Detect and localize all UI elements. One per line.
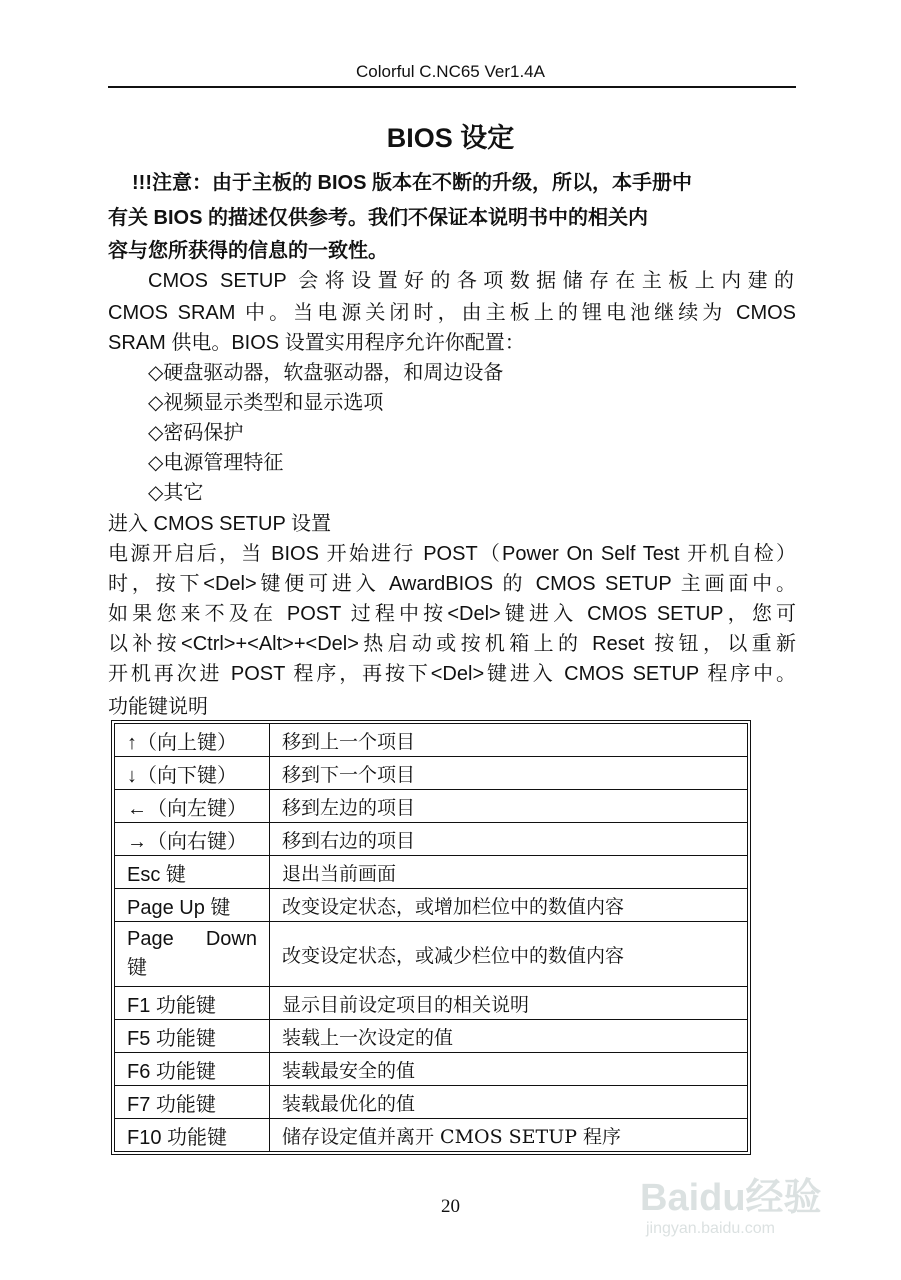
notice-line-3: 容与您所获得的信息的一致性。 — [108, 240, 388, 262]
desc-cell: 装载最安全的值 — [270, 1053, 748, 1086]
bullet-item: ◇密码保护 — [148, 420, 244, 444]
intro-line-3: SRAM 供电。BIOS 设置实用程序允许你配置： — [108, 332, 525, 354]
key-cell — [115, 922, 270, 987]
table-row — [115, 1020, 748, 1053]
key-cell: F10 功能键 — [115, 1119, 270, 1152]
table-row — [115, 1086, 748, 1119]
key-cell: Esc 键 — [115, 856, 270, 889]
keys-heading: 功能键说明 — [108, 696, 208, 718]
table-row — [115, 987, 748, 1020]
enter-heading: 进入 CMOS SETUP 设置 — [108, 513, 331, 535]
bullet-item: ◇电源管理特征 — [148, 450, 284, 474]
desc-cell: 移到下一个项目 — [270, 757, 748, 790]
intro-line-1: CMOS SETUP 会将设置好的各项数据储存在主板上内建的 — [148, 270, 794, 292]
key-cell-line-2: 键 — [127, 957, 147, 979]
enter-line-4: 以补按<Ctrl>+<Alt>+<Del>热启动或按机箱上的 Reset 按钮，以重新 — [108, 633, 796, 655]
table-row — [115, 922, 748, 987]
watermark-url: jingyan.baidu.com — [646, 1220, 775, 1237]
table-row — [115, 757, 748, 790]
desc-cell: 移到右边的项目 — [270, 823, 748, 856]
intro-line-2: CMOS SRAM 中。当电源关闭时，由主板上的锂电池继续为 CMOS — [108, 302, 796, 324]
enter-line-3: 如果您来不及在 POST 过程中按<Del>键进入 CMOS SETUP，您可 — [108, 603, 796, 625]
desc-cell: 改变设定状态，或增加栏位中的数值内容 — [270, 889, 748, 922]
key-cell: F6 功能键 — [115, 1053, 270, 1086]
key-cell: →（向右键） — [115, 823, 270, 856]
baidu-watermark — [640, 1148, 880, 1248]
key-cell: ↓（向下键） — [115, 757, 270, 790]
desc-cell: 移到上一个项目 — [270, 724, 748, 757]
desc-cell: 移到左边的项目 — [270, 790, 748, 823]
bullet-item: ◇其它 — [148, 480, 204, 504]
enter-line-2: 时，按下<Del>键便可进入 AwardBIOS 的 CMOS SETUP 主画面中。 — [108, 573, 796, 595]
page-header: Colorful C.NC65 Ver1.4A — [356, 62, 545, 81]
bullet-item: ◇硬盘驱动器，软盘驱动器，和周边设备 — [148, 360, 504, 384]
desc-cell: 装载最优化的值 — [270, 1086, 748, 1119]
table-row — [115, 856, 748, 889]
key-cell: F1 功能键 — [115, 987, 270, 1020]
desc-cell: 退出当前画面 — [270, 856, 748, 889]
header-rule — [108, 86, 796, 88]
table-row — [115, 889, 748, 922]
desc-cell: 装载上一次设定的值 — [270, 1020, 748, 1053]
key-cell: ←（向左键） — [115, 790, 270, 823]
table-row — [115, 790, 748, 823]
page-number: 20 — [441, 1196, 460, 1217]
function-key-table — [111, 720, 751, 1155]
desc-cell: 储存设定值并离开 CMOS SETUP 程序 — [270, 1119, 748, 1152]
key-cell: F5 功能键 — [115, 1020, 270, 1053]
notice-line-2: 有关 BIOS 的描述仅供参考。我们不保证本说明书中的相关内 — [108, 207, 649, 229]
watermark-logo: Baidu经验 — [640, 1177, 822, 1219]
notice-line-1: !!!注意：由于主板的 BIOS 版本在不断的升级，所以，本手册中 — [132, 172, 692, 194]
table-row — [115, 1119, 748, 1152]
key-cell: ↑（向上键） — [115, 724, 270, 757]
desc-cell: 改变设定状态，或减少栏位中的数值内容 — [270, 922, 748, 987]
desc-cell: 显示目前设定项目的相关说明 — [270, 987, 748, 1020]
page-title: BIOS 设定 — [386, 123, 515, 153]
table-row — [115, 724, 748, 757]
key-cell: Page Up 键 — [115, 889, 270, 922]
enter-line-1: 电源开启后，当 BIOS 开始进行 POST（Power On Self Test 开机自检） — [108, 543, 796, 565]
key-cell: F7 功能键 — [115, 1086, 270, 1119]
table-row — [115, 823, 748, 856]
bullet-item: ◇视频显示类型和显示选项 — [148, 390, 384, 414]
enter-line-5: 开机再次进 POST 程序，再按下<Del>键进入 CMOS SETUP 程序中。 — [108, 663, 796, 685]
table-row — [115, 1053, 748, 1086]
key-cell-line-1: Page Down — [127, 928, 257, 950]
